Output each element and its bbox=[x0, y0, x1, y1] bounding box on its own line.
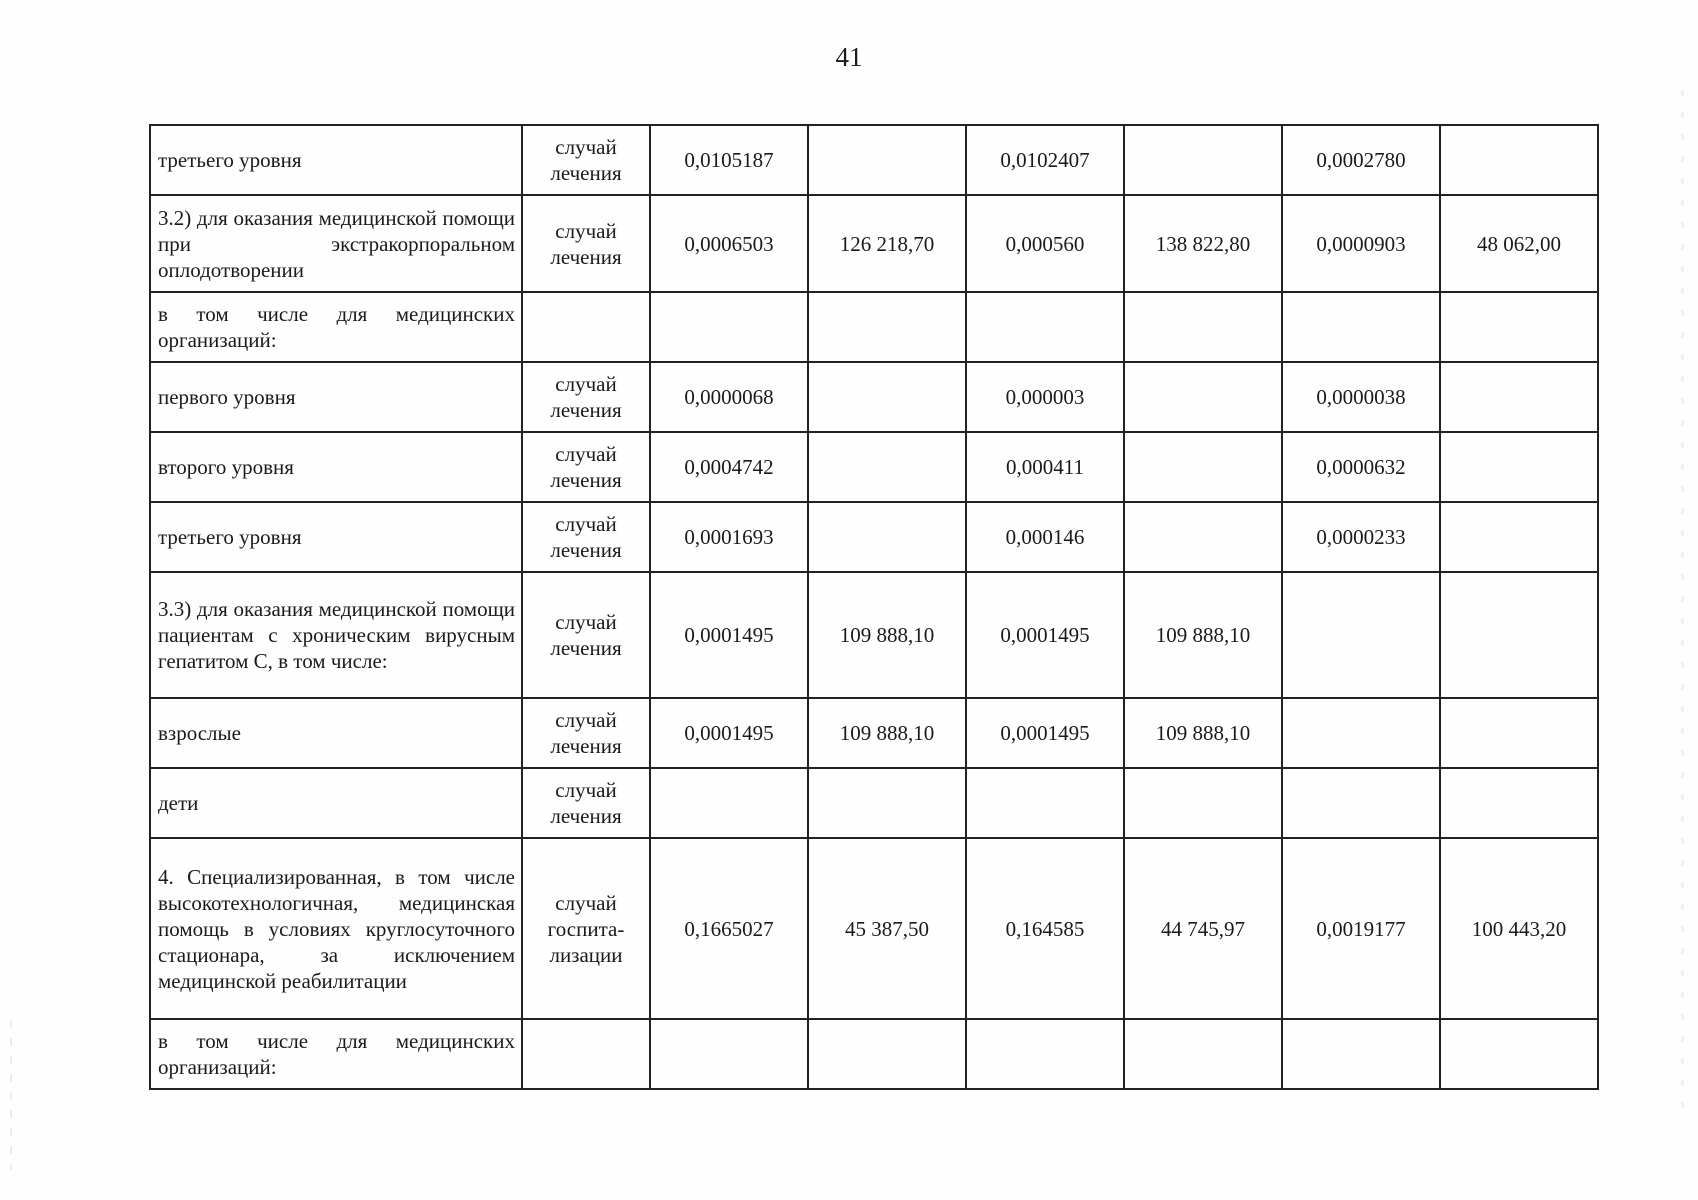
value-cell: 109 888,10 bbox=[808, 698, 966, 768]
value-cell: 0,000146 bbox=[966, 502, 1124, 572]
table-row bbox=[150, 195, 1598, 292]
unit-text: случай bbox=[555, 890, 617, 915]
value-cell: 45 387,50 bbox=[808, 838, 966, 1019]
value-cell: 100 443,20 bbox=[1440, 838, 1598, 1019]
value-cell bbox=[966, 768, 1124, 838]
value-cell bbox=[966, 292, 1124, 362]
unit-text: лечения bbox=[550, 468, 622, 492]
value-cell bbox=[1124, 292, 1282, 362]
value-cell bbox=[1124, 1019, 1282, 1089]
table-row bbox=[150, 1019, 1598, 1089]
value-cell bbox=[808, 502, 966, 572]
unit-cell bbox=[522, 1019, 650, 1089]
value-cell bbox=[1440, 362, 1598, 432]
value-cell: 0,0000233 bbox=[1282, 502, 1440, 572]
unit-cell bbox=[522, 838, 650, 1019]
value-cell bbox=[1440, 572, 1598, 698]
value-cell bbox=[1124, 362, 1282, 432]
unit-text: лечения bbox=[550, 734, 622, 758]
row-label: в том числе для медицинских организаций: bbox=[150, 292, 522, 362]
unit-text: лизации bbox=[549, 942, 623, 967]
value-cell: 0,0102407 bbox=[966, 125, 1124, 195]
value-cell: 0,0002780 bbox=[1282, 125, 1440, 195]
unit-cell bbox=[522, 362, 650, 432]
value-cell bbox=[1124, 432, 1282, 502]
unit-text: случай bbox=[555, 218, 617, 243]
value-cell bbox=[1282, 572, 1440, 698]
value-cell: 0,000003 bbox=[966, 362, 1124, 432]
value-cell: 0,0019177 bbox=[1282, 838, 1440, 1019]
value-cell: 0,0105187 bbox=[650, 125, 808, 195]
row-label: третьего уровня bbox=[150, 125, 522, 195]
unit-cell bbox=[522, 768, 650, 838]
value-cell: 48 062,00 bbox=[1440, 195, 1598, 292]
unit-text: случай bbox=[555, 708, 617, 732]
table-row bbox=[150, 362, 1598, 432]
unit-text: госпита- bbox=[547, 916, 625, 941]
row-label: второго уровня bbox=[150, 432, 522, 502]
unit-text: лечения bbox=[550, 398, 622, 422]
unit-cell bbox=[522, 195, 650, 292]
unit-cell bbox=[522, 292, 650, 362]
value-cell bbox=[1440, 292, 1598, 362]
value-cell bbox=[808, 432, 966, 502]
row-label: взрослые bbox=[150, 698, 522, 768]
row-label: третьего уровня bbox=[150, 502, 522, 572]
unit-text: случай bbox=[555, 135, 617, 159]
unit-text: лечения bbox=[550, 538, 622, 562]
table-row bbox=[150, 838, 1598, 1019]
value-cell bbox=[1124, 502, 1282, 572]
value-cell bbox=[1282, 698, 1440, 768]
row-label: 3.3) для оказания медицинской помощи пациентам с хроническим вирусным гепатитом С, в том числе: bbox=[150, 572, 522, 698]
scan-artifact bbox=[1681, 90, 1684, 1110]
unit-cell bbox=[522, 502, 650, 572]
value-cell bbox=[1440, 432, 1598, 502]
unit-text: случай bbox=[555, 372, 617, 396]
value-cell: 0,0001495 bbox=[650, 698, 808, 768]
value-cell bbox=[808, 292, 966, 362]
unit-cell bbox=[522, 698, 650, 768]
table-row bbox=[150, 572, 1598, 698]
value-cell: 0,0000632 bbox=[1282, 432, 1440, 502]
row-label: 4. Специализированная, в том числе высокотехнологичная, медицинская помощь в условиях круглосуточного стационара, за исключением медицинской реабилитации bbox=[150, 838, 522, 1019]
value-cell: 109 888,10 bbox=[1124, 572, 1282, 698]
row-label: 3.2) для оказания медицинской помощи при экстракорпоральном оплодотворении bbox=[150, 195, 522, 292]
value-cell bbox=[1282, 292, 1440, 362]
value-cell: 138 822,80 bbox=[1124, 195, 1282, 292]
value-cell: 126 218,70 bbox=[808, 195, 966, 292]
value-cell bbox=[808, 1019, 966, 1089]
value-cell: 109 888,10 bbox=[1124, 698, 1282, 768]
unit-cell bbox=[522, 432, 650, 502]
value-cell: 109 888,10 bbox=[808, 572, 966, 698]
table-row bbox=[150, 698, 1598, 768]
row-label: первого уровня bbox=[150, 362, 522, 432]
value-cell: 0,000411 bbox=[966, 432, 1124, 502]
value-cell bbox=[966, 1019, 1124, 1089]
value-cell: 0,0001495 bbox=[966, 698, 1124, 768]
value-cell: 0,0001495 bbox=[650, 572, 808, 698]
value-cell bbox=[650, 768, 808, 838]
unit-text: лечения bbox=[550, 804, 622, 828]
value-cell: 0,0004742 bbox=[650, 432, 808, 502]
value-cell bbox=[1440, 768, 1598, 838]
value-cell: 0,0006503 bbox=[650, 195, 808, 292]
unit-cell bbox=[522, 572, 650, 698]
table-row bbox=[150, 502, 1598, 572]
value-cell bbox=[1440, 125, 1598, 195]
value-cell: 0,0000038 bbox=[1282, 362, 1440, 432]
unit-text: лечения bbox=[550, 636, 622, 660]
unit-text: случай bbox=[555, 442, 617, 466]
table-row bbox=[150, 768, 1598, 838]
value-cell: 0,1665027 bbox=[650, 838, 808, 1019]
unit-text: случай bbox=[555, 512, 617, 536]
unit-text: случай bbox=[555, 778, 617, 802]
value-cell bbox=[1124, 768, 1282, 838]
value-cell bbox=[808, 125, 966, 195]
scan-artifact bbox=[10, 1020, 12, 1170]
value-cell: 0,0000903 bbox=[1282, 195, 1440, 292]
value-cell: 0,000560 bbox=[966, 195, 1124, 292]
value-cell: 0,0001495 bbox=[966, 572, 1124, 698]
value-cell bbox=[1282, 768, 1440, 838]
table-row bbox=[150, 125, 1598, 195]
value-cell bbox=[1440, 1019, 1598, 1089]
value-cell bbox=[1282, 1019, 1440, 1089]
value-cell: 0,0001693 bbox=[650, 502, 808, 572]
value-cell: 0,164585 bbox=[966, 838, 1124, 1019]
value-cell bbox=[1440, 698, 1598, 768]
value-cell bbox=[650, 1019, 808, 1089]
unit-text: случай bbox=[555, 610, 617, 634]
data-table bbox=[149, 124, 1599, 1090]
value-cell bbox=[808, 768, 966, 838]
row-label: дети bbox=[150, 768, 522, 838]
page-number: 41 bbox=[835, 42, 863, 72]
unit-text: лечения bbox=[550, 161, 622, 185]
value-cell bbox=[1440, 502, 1598, 572]
table-row bbox=[150, 432, 1598, 502]
value-cell: 44 745,97 bbox=[1124, 838, 1282, 1019]
value-cell: 0,0000068 bbox=[650, 362, 808, 432]
unit-text: лечения bbox=[550, 244, 622, 269]
value-cell bbox=[808, 362, 966, 432]
value-cell bbox=[650, 292, 808, 362]
row-label: в том числе для медицинских организаций: bbox=[150, 1019, 522, 1089]
table-body bbox=[150, 125, 1598, 1089]
table-row bbox=[150, 292, 1598, 362]
value-cell bbox=[1124, 125, 1282, 195]
unit-cell bbox=[522, 125, 650, 195]
